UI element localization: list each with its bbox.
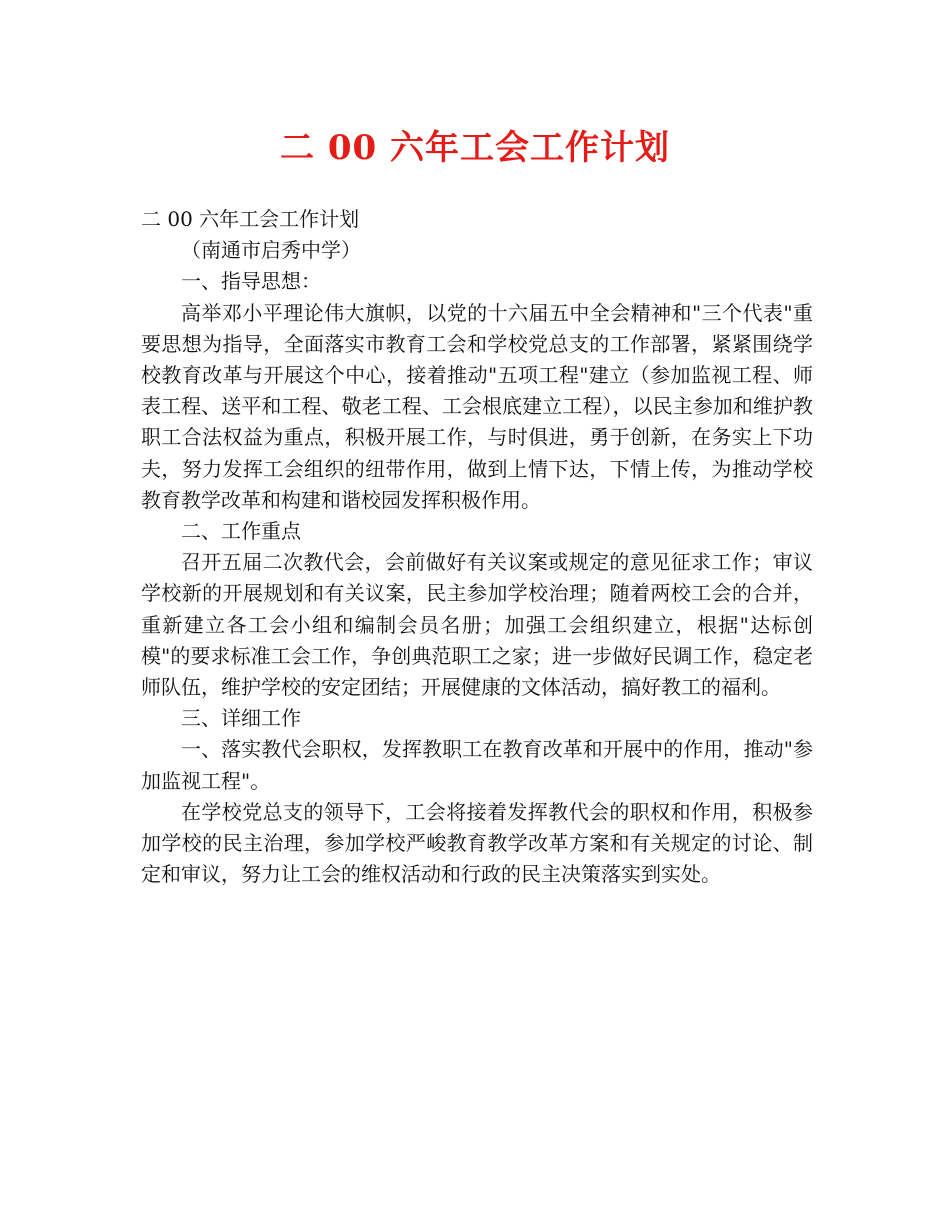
- section-1-heading: 一、指导思想：: [181, 269, 321, 294]
- document-body: [141, 204, 813, 890]
- school-name: （南通市启秀中学）: [181, 238, 361, 263]
- section-2-heading: 二、工作重点: [181, 519, 301, 544]
- item-1-body: 在学校党总支的领导下，工会将接着发挥教代会的职权和作用，积极参加学校的民主治理，参加学校严峻教育教学改革方案和有关规定的讨论、制定和审议，努力让工会的维权活动和行政的民主决策落实到实处。: [141, 799, 813, 887]
- document-subtitle: 二 00 六年工会工作计划: [141, 207, 360, 231]
- section-2-body: 召开五届二次教代会，会前做好有关议案或规定的意见征求工作；审议学校新的开展规划和有关议案，民主参加学校治理；随着两校工会的合并，重新建立各工会小组和编制会员名册；加强工会组织建立，根据"达标创模"的要求标准工会工作，争创典范职工之家；进一步做好民调工作，稳定老师队伍，维护学校的安定团结；开展健康的文体活动，搞好教工的福利。: [141, 550, 813, 700]
- item-1-heading: 一、落实教代会职权，发挥教职工在教育改革和开展中的作用，推动"参加监视工程"。: [141, 737, 813, 793]
- document-title: 二 00 六年工会工作计划: [280, 128, 670, 168]
- section-3-heading: 三、详细工作: [181, 706, 301, 731]
- section-1-body: 高举邓小平理论伟大旗帜，以党的十六届五中全会精神和"三个代表"重要思想为指导，全面落实市教育工会和学校党总支的工作部署，紧紧围绕学校教育改革与开展这个中心，接着推动"五项工程"建立（参加监视工程、师表工程、送平和工程、敬老工程、工会根底建立工程），以民主参加和维护教职工合法权益为重点，积极开展工作，与时俱进，勇于创新，在务实上下功夫，努力发挥工会组织的纽带作用，做到上情下达，下情上传，为推动学校教育教学改革和构建和谐校园发挥积极作用。: [141, 300, 813, 512]
